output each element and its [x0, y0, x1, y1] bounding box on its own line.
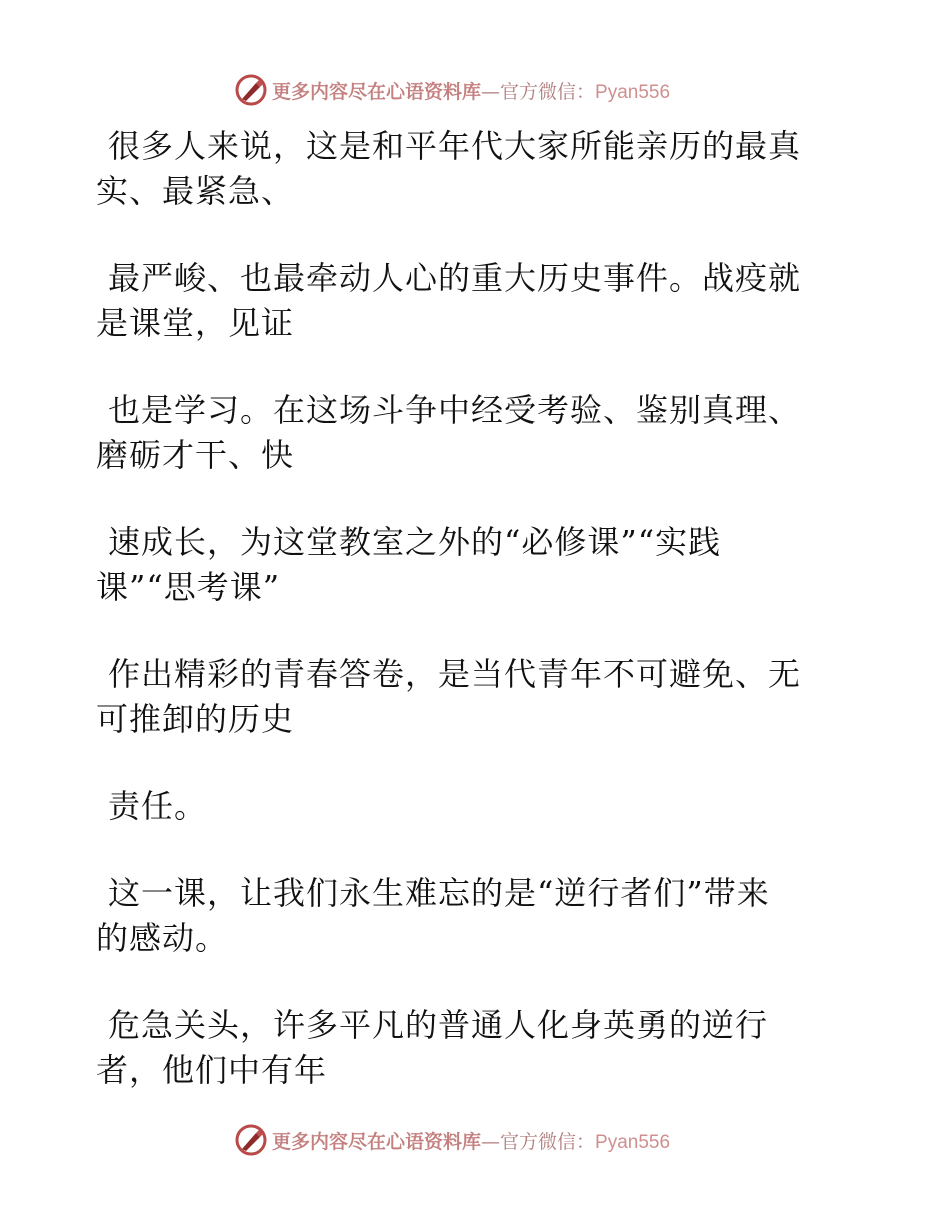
paragraph	[96, 784, 836, 829]
paragraph-line: 作出精彩的青春答卷，是当代青年不可避免、无	[108, 655, 802, 693]
paragraph-line: 磨砺才干、快	[96, 436, 295, 474]
footer-banner-id: Pyan556	[595, 1131, 671, 1153]
paragraph	[96, 871, 836, 961]
paragraph	[96, 256, 836, 346]
paragraph-line: 的感动。	[96, 919, 229, 957]
paragraph-line: 这一课，让我们永生难忘的是“逆行者们”带来	[108, 874, 770, 912]
paragraph-line: 可推卸的历史	[96, 700, 295, 738]
header-banner-text	[272, 77, 670, 104]
paragraph-line: 责任。	[108, 787, 208, 825]
pen-logo-icon	[234, 1123, 268, 1157]
footer-banner-side: —官方微信：	[481, 1130, 596, 1153]
header-banner-main: 更多内容尽在心语资料库	[272, 80, 482, 103]
pen-logo-icon	[234, 73, 268, 107]
header-banner-side: —官方微信：	[481, 80, 596, 103]
header-banner-id: Pyan556	[595, 81, 671, 103]
paragraph-line: 最严峻、也最牵动人心的重大历史事件。战疫就	[108, 259, 802, 297]
paragraph	[96, 520, 836, 610]
footer-banner-text	[272, 1127, 670, 1154]
paragraph-line: 者，他们中有年	[96, 1051, 328, 1089]
paragraph-line: 危急关头，许多平凡的普通人化身英勇的逆行	[108, 1006, 769, 1044]
paragraph-line: 实、最紧急、	[96, 172, 295, 210]
paragraph-line: 是课堂，见证	[96, 304, 295, 342]
footer-banner-main: 更多内容尽在心语资料库	[272, 1130, 482, 1153]
document-body	[96, 124, 836, 1135]
header-banner	[234, 72, 670, 108]
paragraph	[96, 124, 836, 214]
paragraph	[96, 652, 836, 742]
paragraph-line: 很多人来说，这是和平年代大家所能亲历的最真	[108, 127, 802, 165]
footer-banner	[234, 1122, 670, 1158]
paragraph-line: 速成长，为这堂教室之外的“必修课”“实践	[108, 523, 722, 561]
paragraph-line: 课”“思考课”	[96, 568, 281, 606]
paragraph	[96, 1003, 836, 1093]
paragraph-line: 也是学习。在这场斗争中经受考验、鉴别真理、	[108, 391, 802, 429]
paragraph	[96, 388, 836, 478]
